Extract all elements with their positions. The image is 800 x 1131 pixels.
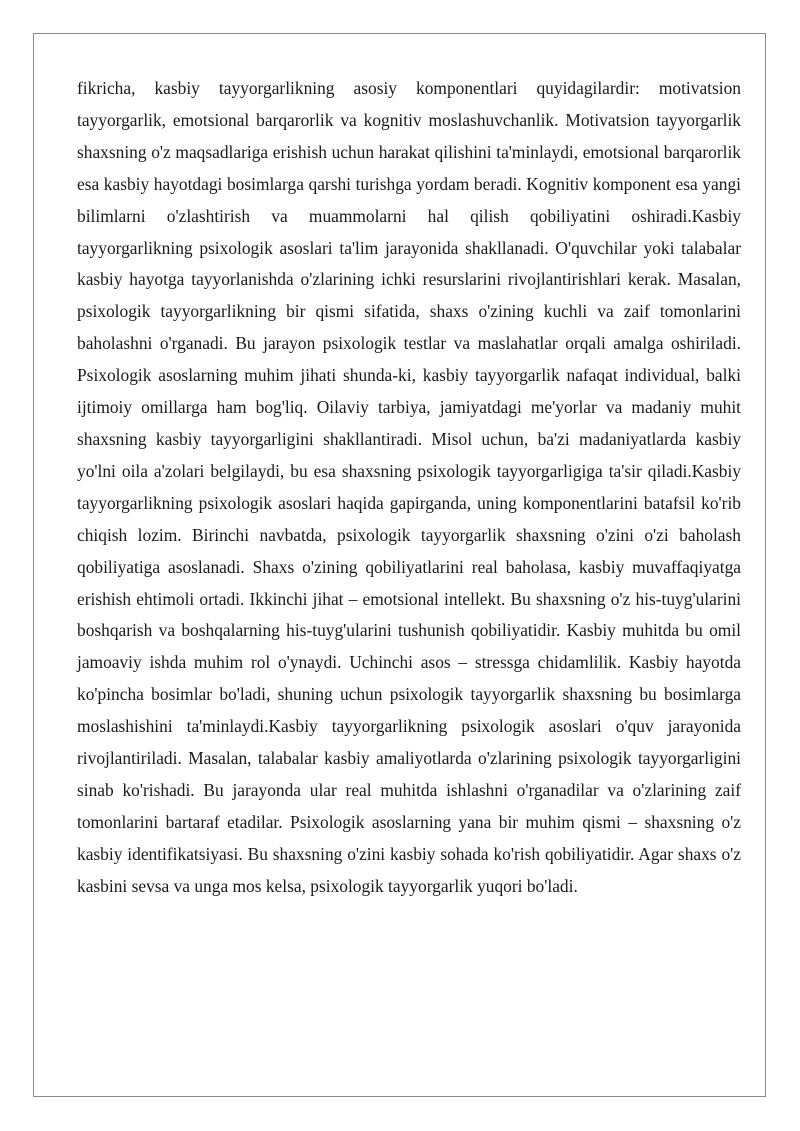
body-paragraph: fikricha, kasbiy tayyorgarlikning asosiy komponentlari quyidagilardir: motivatsion tayyorgarlik, emotsional barqarorlik va kognitiv moslashuvchanlik. Motivatsion tayyorgarlik shaxsning o'z maqsadlariga erishish uchun harakat qilishini ta'minlaydi, emotsional barqarorlik esa kasbiy hayotdagi bosimlarga qarshi turishga yordam beradi. Kognitiv komponent esa yangi bilimlarni o'zlashtirish va muammolarni hal qilish qobiliyatini oshiradi.Kasbiy tayyorgarlikning psixologik asoslari ta'lim jarayonida shakllanadi. O'quvchilar yoki talabalar kasbiy hayotga tayyorlanishda o'zlarining ichki resurslarini rivojlantirishlari kerak. Masalan, psixologik tayyorgarlikning bir qismi sifatida, shaxs o'zining kuchli va zaif tomonlarini baholashni o'rganadi. Bu jarayon psixologik testlar va maslahatlar orqali amalga oshiriladi. Psixologik asoslarning muhim jihati shunda-ki, kasbiy tayyorgarlik nafaqat individual, balki ijtimoiy omillarga ham bog'liq. Oilaviy tarbiya, jamiyatdagi me'yorlar va madaniy muhit shaxsning kasbiy tayyorgarligini shakllantiradi. Misol uchun, ba'zi madaniyatlarda kasbiy yo'lni oila a'zolari belgilaydi, bu esa shaxsning psixologik tayyorgarligiga ta'sir qiladi.Kasbiy tayyorgarlikning psixologik asoslari haqida gapirganda, uning komponentlarini batafsil ko'rib chiqish lozim. Birinchi navbatda, psixologik tayyorgarlik shaxsning o'zini o'zi baholash qobiliyatiga asoslanadi. Shaxs o'zining qobiliyatlarini real baholasa, kasbiy muvaffaqiyatga erishish ehtimoli ortadi. Ikkinchi jihat – emotsional intellekt. Bu shaxsning o'z his-tuyg'ularini boshqarish va boshqalarning his-tuyg'ularini tushunish qobiliyatidir. Kasbiy muhitda bu omil jamoaviy ishda muhim rol o'ynaydi. Uchinchi asos – stressga chidamlilik. Kasbiy hayotda ko'pincha bosimlar bo'ladi, shuning uchun psixologik tayyorgarlik shaxsning bu bosimlarga moslashishini ta'minlaydi.Kasbiy tayyorgarlikning psixologik asoslari o'quv jarayonida rivojlantiriladi. Masalan, talabalar kasbiy amaliyotlarda o'zlarining psixologik tayyorgarligini sinab ko'rishadi. Bu jarayonda ular real muhitda ishlashni o'rganadilar va o'zlarining zaif tomonlarini bartaraf etadilar. Psixologik asoslarning yana bir muhim qismi – shaxsning o'z kasbiy identifikatsiyasi. Bu shaxsning o'zini kasbiy sohada ko'rish qobiliyatidir. Agar shaxs o'z kasbini sevsa va unga mos kelsa, psixologik tayyorgarlik yuqori bo'ladi.	[77, 78, 741, 896]
